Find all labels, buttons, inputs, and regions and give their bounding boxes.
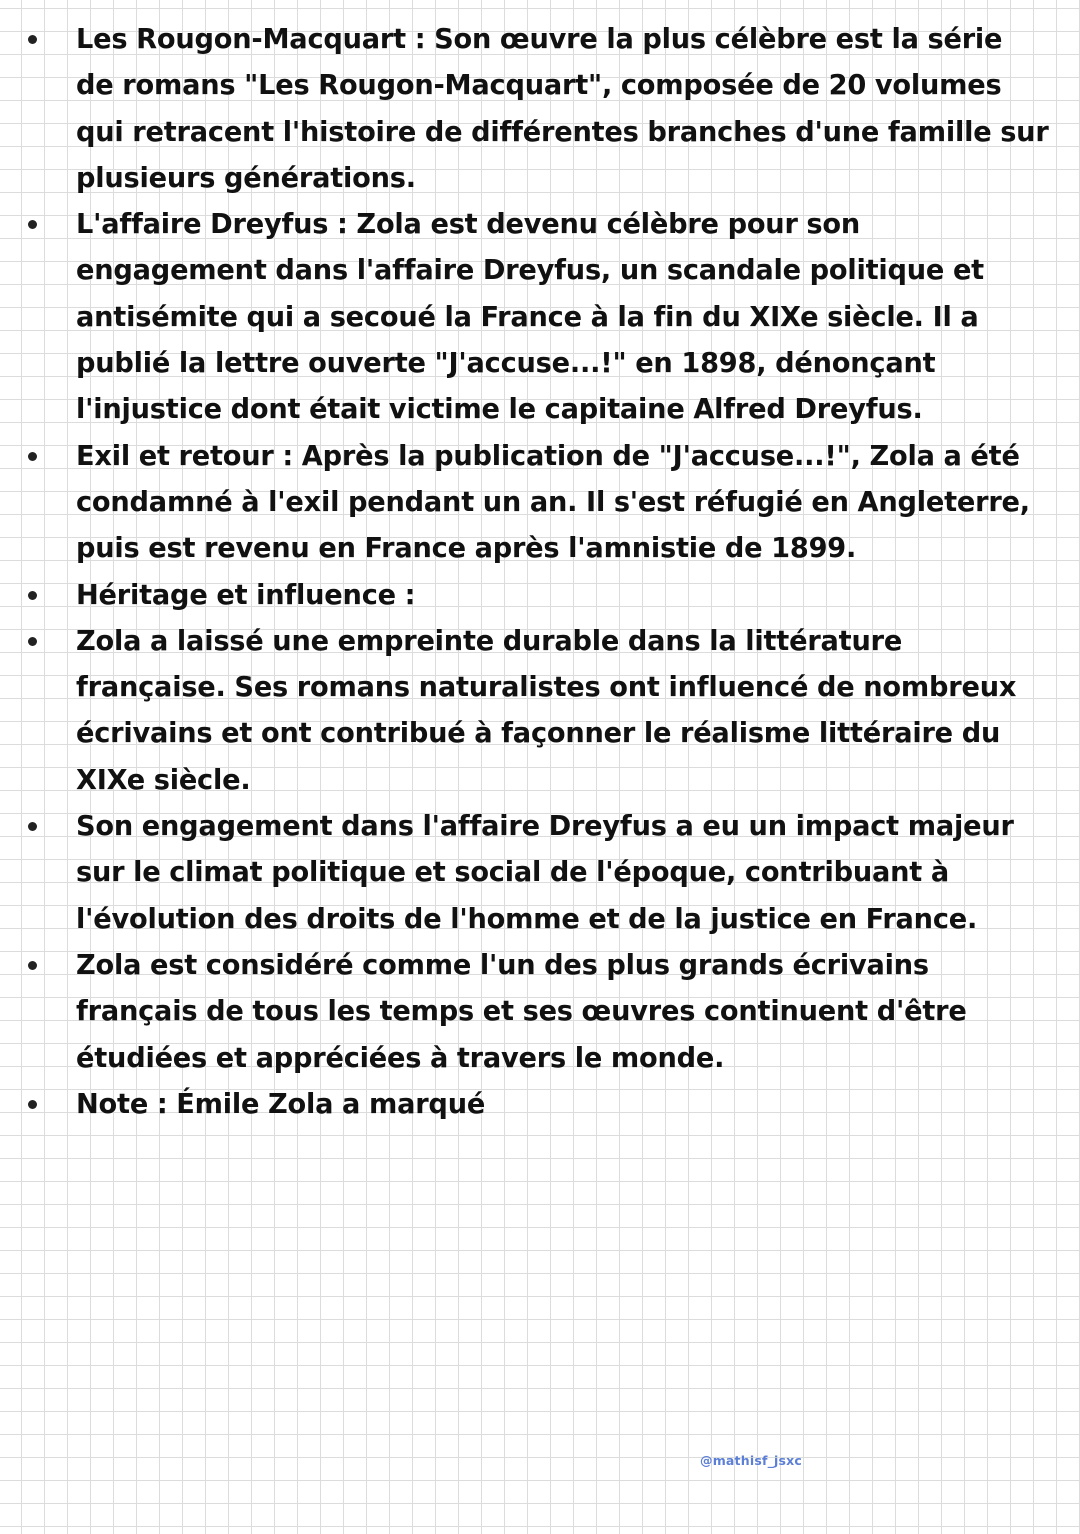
text-line: française. Ses romans naturalistes ont influencé de nombreux [76,672,1017,704]
text-line: puis est revenu en France après l'amnistie de 1899. [76,533,857,565]
author-watermark: @mathisf_jsxc [700,1453,803,1468]
text-line: L'affaire Dreyfus : Zola est devenu célèbre pour son [76,209,861,241]
bullet-dot-icon [28,822,37,831]
bullet-item-grands-ecrivains [28,943,1058,1082]
bullet-item-empreinte [28,619,1058,804]
text-line: plusieurs générations. [76,162,416,194]
bullet-item-affaire-dreyfus [28,202,1058,433]
text-line: XIXe siècle. [76,764,251,796]
text-line: engagement dans l'affaire Dreyfus, un scandale politique et [76,255,984,287]
bullet-dot-icon [28,35,37,44]
text-line: Son engagement dans l'affaire Dreyfus a eu un impact majeur [76,811,1014,843]
bullet-item-engagement [28,804,1058,943]
bullet-dot-icon [28,452,37,461]
bullet-item-exil-retour [28,434,1058,573]
bullet-dot-icon [28,637,37,646]
text-line: Héritage et influence : [76,579,416,611]
text-line: sur le climat politique et social de l'époque, contribuant à [76,857,950,889]
text-line: Zola est considéré comme l'un des plus grands écrivains [76,949,929,981]
text-line: publié la lettre ouverte "J'accuse...!" en 1898, dénonçant [76,348,936,380]
text-line: antisémite qui a secoué la France à la fin du XIXe siècle. Il a [76,301,979,333]
text-line: Les Rougon-Macquart : Son œuvre la plus célèbre est la série [76,24,1003,55]
text-line: l'évolution des droits de l'homme et de la justice en France. [76,903,978,935]
text-line: condamné à l'exil pendant un an. Il s'est réfugié en Angleterre, [76,486,1030,518]
text-line: Exil et retour : Après la publication de "J'accuse...!", Zola a été [76,440,1020,472]
text-line: français de tous les temps et ses œuvres continuent d'être [76,996,967,1028]
bullet-dot-icon [28,961,37,970]
text-line: de romans "Les Rougon-Macquart", composée de 20 volumes [76,70,1002,102]
bullet-item-note [28,1082,1058,1128]
bullet-dot-icon [28,1100,37,1109]
bullet-list [28,17,1058,1128]
text-line: Zola a laissé une empreinte durable dans la littérature [76,625,903,657]
text-line: Note : Émile Zola a marqué [76,1088,486,1120]
bullet-dot-icon [28,220,37,229]
bullet-dot-icon [28,591,37,600]
bullet-item-heritage [28,573,1058,619]
text-line: l'injustice dont était victime le capitaine Alfred Dreyfus. [76,394,923,426]
text-line: écrivains et ont contribué à façonner le réalisme littéraire du [76,718,1001,750]
text-line: qui retracent l'histoire de différentes branches d'une famille sur [76,116,1049,148]
text-line: étudiées et appréciées à travers le monde. [76,1042,725,1074]
bullet-item-rougon-macquart [28,17,1058,202]
